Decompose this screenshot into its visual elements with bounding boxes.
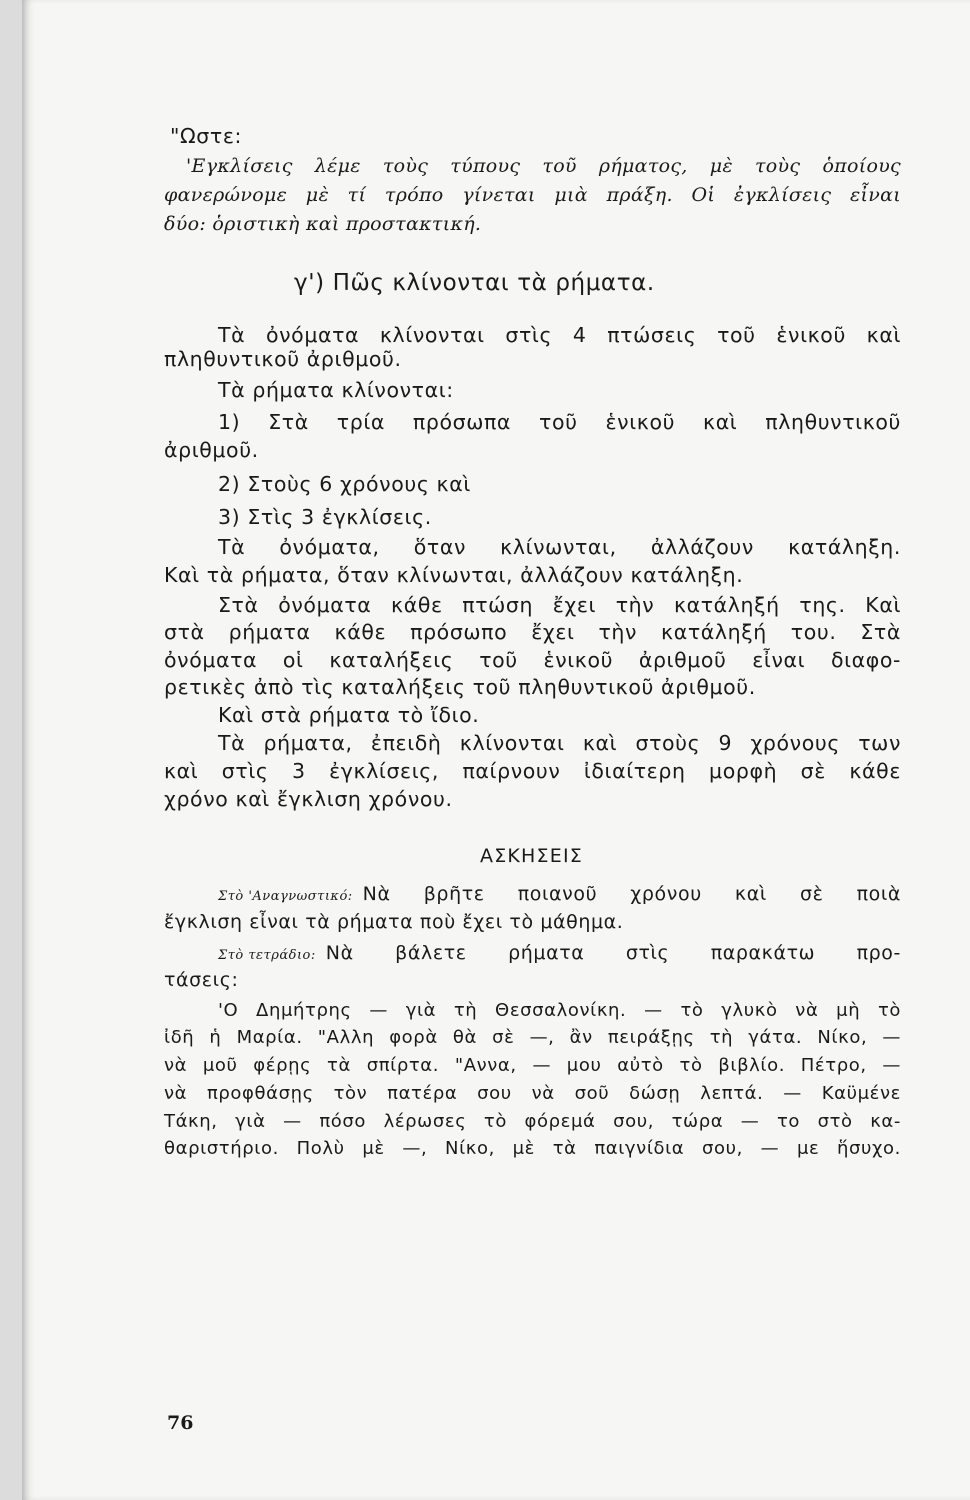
section-line-6: 2) Στοὺς 6 χρόνους καὶ (218, 472, 471, 496)
section-line-15: Τὰ ρήματα, ἐπειδὴ κλίνονται καὶ στοὺς 9 χρόνους των (218, 731, 901, 755)
exercise-sentence-4: νὰ προφθάσῃς τὸν πατέρα σου νὰ σοῦ δώσῃ λεπτά. — Καϋμένε (164, 1083, 901, 1104)
exercise-sentence-5: Τάκη, γιὰ — πόσο λέρωσες τὸ φόρεμά σου, τώρα — το στὸ κα- (164, 1111, 901, 1132)
section-line-17: χρόνο καὶ ἔγκλιση χρόνου. (164, 787, 453, 811)
section-title: γ') Πῶς κλίνονται τὰ ρήματα. (294, 270, 655, 296)
section-line-5: ἀριθμοῦ. (164, 438, 259, 462)
exercise-sentence-2: ἰδῆ ἡ Μαρία. "Αλλη φορὰ θὰ σὲ —, ἂν πειράξῃς τὴ γάτα. Νίκο, — (164, 1027, 901, 1048)
section-line-14: Καὶ στὰ ρήματα τὸ ἴδιο. (218, 703, 480, 727)
exercise-sentence-6: θαριστήριο. Πολὺ μὲ —, Νίκο, μὲ τὰ παιγνίδια σου, — με ἥσυχο. (164, 1138, 901, 1159)
exercise-sentence-1: 'Ο Δημήτρης — γιὰ τὴ Θεσσαλονίκη. — τὸ γλυκὸ νὰ μὴ τὸ (218, 1000, 901, 1021)
reader-text: Νὰ βρῆτε ποιανοῦ χρόνου καὶ σὲ ποιὰ (362, 883, 901, 905)
definition-line-2: φανερώνομε μὲ τί τρόπο γίνεται μιὰ πράξη. Οἱ ἐγκλίσεις εἶναι (164, 184, 901, 206)
page-number: 76 (167, 1412, 194, 1434)
section-line-10: Στὰ ὀνόματα κάθε πτώση ἔχει τὴν κατάληξή της. Καὶ (218, 593, 901, 617)
section-line-16: καὶ στὶς 3 ἐγκλίσεις, παίρνουν ἰδιαίτερη μορφὴ σὲ κάθε (164, 759, 901, 783)
section-line-4: 1) Στὰ τρία πρόσωπα τοῦ ἑνικοῦ καὶ πληθυντικοῦ (218, 410, 901, 434)
section-line-1: Τὰ ὀνόματα κλίνονται στὶς 4 πτώσεις τοῦ ἑνικοῦ καὶ (218, 323, 901, 347)
definition-line-3: δύο: ὁριστικὴ καὶ προστακτική. (164, 213, 482, 235)
section-line-13: ρετικὲς ἀπὸ τὶς καταλήξεις τοῦ πληθυντικοῦ ἀριθμοῦ. (164, 675, 756, 699)
book-page (22, 0, 970, 1500)
intro-heading: "Ωστε: (170, 124, 243, 148)
section-line-8: Τὰ ὀνόματα, ὅταν κλίνωνται, ἀλλάζουν κατάληξη. (218, 535, 901, 559)
section-line-3: Τὰ ρήματα κλίνονται: (218, 378, 454, 402)
section-line-11: στὰ ρήματα κάθε πρόσωπο ἔχει τὴν κατάληξή του. Στὰ (164, 620, 901, 644)
reader-label: Στὸ 'Αναγνωστικό: (218, 889, 353, 904)
exercises-title: ΑΣΚΗΣΕΙΣ (480, 845, 583, 867)
reader-text-2: ἔγκλιση εἶναι τὰ ρήματα ποὺ ἔχει τὸ μάθημα. (164, 911, 624, 933)
notebook-exercise-line (218, 942, 901, 964)
notebook-label: Στὸ τετράδιο: (218, 948, 316, 963)
definition-line-1: 'Εγκλίσεις λέμε τοὺς τύπους τοῦ ρήματος, μὲ τοὺς ὁποίους (186, 155, 901, 177)
reader-exercise-line (218, 883, 901, 905)
section-line-12: ὀνόματα οἱ καταλήξεις τοῦ ἑνικοῦ ἀριθμοῦ εἶναι διαφο- (164, 648, 901, 672)
notebook-text: Νὰ βάλετε ρήματα στὶς παρακάτω προ- (325, 942, 901, 964)
section-line-2: πληθυντικοῦ ἀριθμοῦ. (164, 347, 402, 371)
section-line-7: 3) Στὶς 3 ἐγκλίσεις. (218, 505, 432, 529)
section-line-9: Καὶ τὰ ρήματα, ὅταν κλίνωνται, ἀλλάζουν κατάληξη. (164, 563, 744, 587)
notebook-text-2: τάσεις: (164, 969, 239, 991)
exercise-sentence-3: νὰ μοῦ φέρῃς τὰ σπίρτα. "Αννα, — μου αὐτὸ τὸ βιβλίο. Πέτρο, — (164, 1055, 901, 1076)
